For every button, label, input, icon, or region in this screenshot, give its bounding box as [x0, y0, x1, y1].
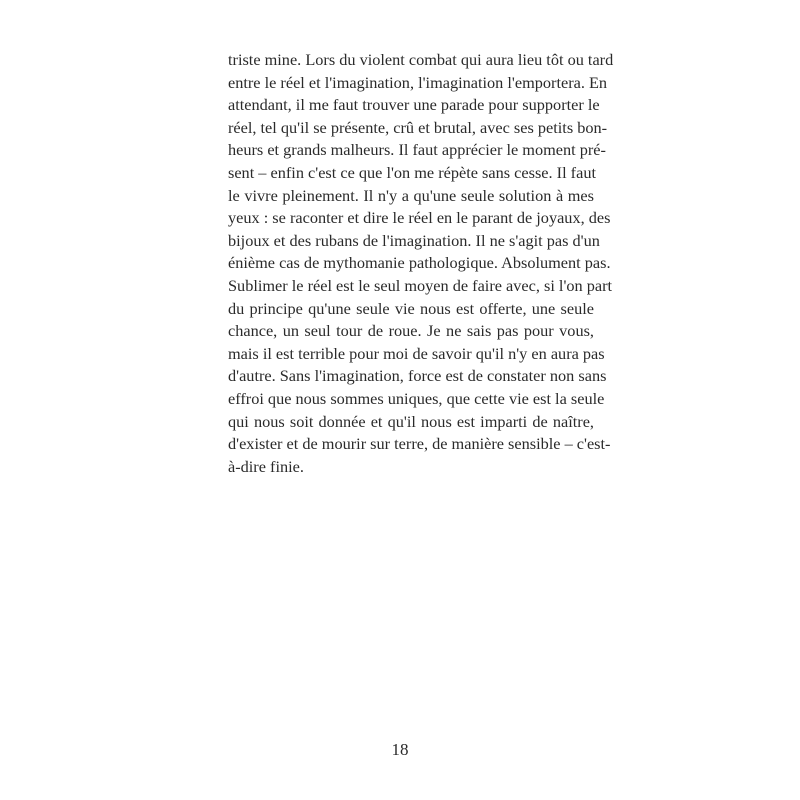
text-line-last: à-dire finie.	[228, 456, 304, 476]
text-line: Sublimer le réel est le seul moyen de faire avec, si l'on part	[228, 275, 613, 295]
text-line: bijoux et des rubans de l'imagination. Il ne s'agit pas d'un	[228, 230, 600, 250]
text-line: mais il est terrible pour moi de savoir qu'il n'y en aura pas	[228, 343, 605, 363]
text-line: le vivre pleinement. Il n'y a qu'une seule solution à mes	[228, 185, 594, 205]
text-line: attendant, il me faut trouver une parade pour supporter le	[228, 95, 600, 115]
text-line: sent – enfin c'est ce que l'on me répète sans cesse. Il faut	[228, 162, 596, 182]
text-line: d'exister et de mourir sur terre, de manière sensible – c'est-	[228, 434, 611, 454]
text-line: énième cas de mythomanie pathologique. Absolument pas.	[228, 253, 611, 273]
text-line: triste mine. Lors du violent combat qui aura lieu tôt ou tard	[228, 50, 614, 69]
text-line: réel, tel qu'il se présente, crû et brutal, avec ses petits bon-	[228, 117, 608, 137]
text-line: effroi que nous sommes uniques, que cette vie est la seule	[228, 388, 605, 408]
text-line: yeux : se raconter et dire le réel en le parant de joyaux, des	[228, 208, 611, 228]
text-line: du principe qu'une seule vie nous est offerte, une seule	[228, 298, 594, 318]
text-line: heurs et grands malheurs. Il faut apprécier le moment pré-	[228, 140, 606, 160]
body-text	[228, 49, 614, 478]
text-line: chance, un seul tour de roue. Je ne sais pas pour vous,	[228, 321, 594, 341]
text-line: d'autre. Sans l'imagination, force est de constater non sans	[228, 366, 607, 386]
page-number: 18	[391, 740, 409, 759]
text-line: qui nous soit donnée et qu'il nous est imparti de naître,	[228, 411, 594, 431]
text-line: entre le réel et l'imagination, l'imagination l'emportera. En	[228, 72, 608, 92]
